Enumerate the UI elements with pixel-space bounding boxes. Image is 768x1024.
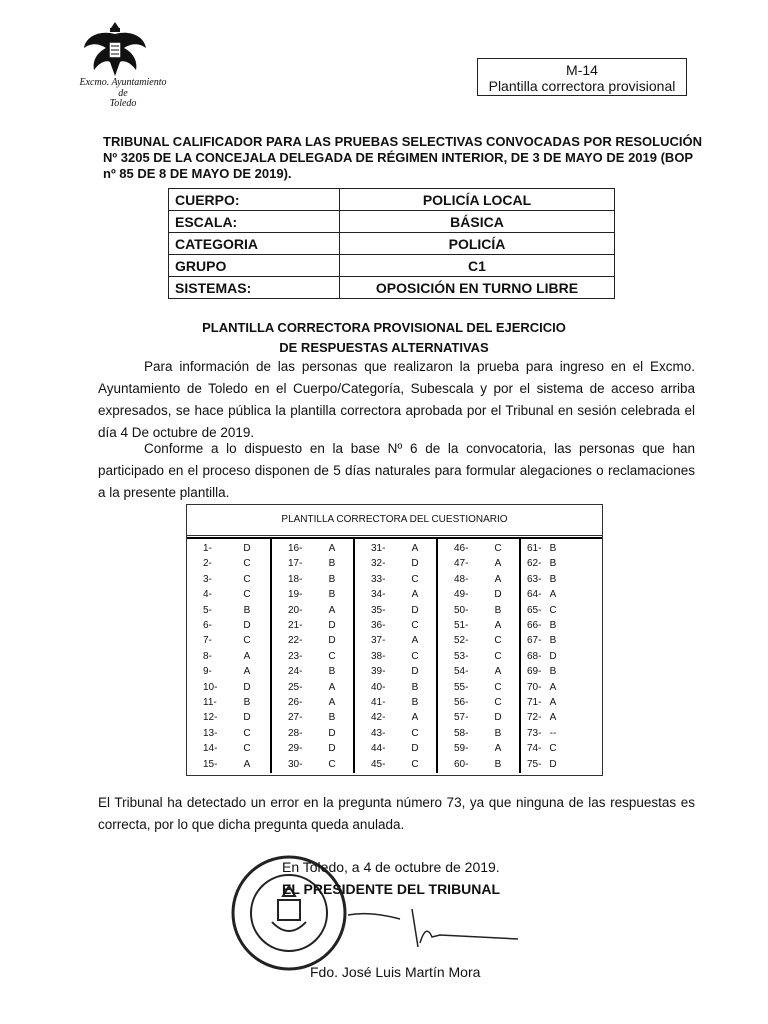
question-number: 58-: [454, 727, 469, 739]
answer-letter: A: [243, 666, 251, 678]
answer-row: [438, 649, 521, 664]
question-number: 1-: [203, 543, 212, 554]
answer-row: [438, 541, 521, 556]
answer-row: [521, 541, 604, 556]
section-heading: PLANTILLA CORRECTORA PROVISIONAL DEL EJERCICIO: [202, 320, 566, 335]
question-number: 19-: [288, 589, 303, 601]
question-number: 26-: [288, 697, 303, 708]
question-number: 4-: [203, 589, 212, 601]
question-number: 13-: [203, 727, 218, 739]
question-number: 45-: [371, 758, 386, 770]
answer-row: [438, 603, 521, 618]
answer-letter: A: [549, 697, 557, 708]
answer-row: [355, 649, 438, 664]
answer-row: [355, 633, 438, 648]
answers-table: [186, 504, 603, 776]
answer-row: [187, 603, 270, 618]
question-number: 49-: [454, 589, 469, 601]
signature-name: Fdo. José Luis Martín Mora: [310, 964, 481, 980]
answer-row: [272, 695, 355, 710]
document-title: TRIBUNAL CALIFICADOR PARA LAS PRUEBAS SELECTIVAS CONVOCADAS POR RESOLUCIÓN Nº 3205 DE LA CONCEJALA DELEGADA DE RÉGIMEN INTERIOR, DE 3 DE MAYO DE 2019 (BOP nº 85 DE 8 DE MAYO DE 2019).: [103, 134, 702, 181]
question-number: 47-: [454, 558, 469, 570]
answer-row: [355, 587, 438, 602]
answer-row: [272, 680, 355, 695]
answer-letter: D: [243, 712, 251, 724]
answer-letter: C: [549, 604, 557, 616]
info-row: [169, 233, 615, 255]
question-number: 14-: [203, 743, 218, 755]
answer-row: [521, 633, 604, 648]
intro-paragraph: Para información de las personas que realizaron la prueba para ingreso en el Excmo. Ayuntamiento de Toledo en el Cuerpo/Categoría, Subescala y por el sistema de acceso arriba expresados, se hace pública la plantilla correctora aprobada por el Tribunal en sesión celebrada el día 4 De octubre de 2019.: [98, 359, 695, 440]
answer-row: [438, 695, 521, 710]
answer-letter: B: [328, 573, 336, 585]
question-number: 33-: [371, 573, 386, 585]
answer-row: [355, 603, 438, 618]
answer-row: [521, 618, 604, 633]
answer-letter: D: [411, 558, 419, 570]
info-key: SISTEMAS:: [169, 277, 340, 299]
answer-letter: C: [243, 558, 251, 570]
answer-letter: A: [494, 620, 502, 631]
answer-letter: B: [549, 666, 557, 678]
answer-row: [521, 680, 604, 695]
answer-row: [272, 572, 355, 587]
question-number: 64-: [527, 589, 542, 601]
question-number: 60-: [454, 758, 469, 770]
answer-letter: B: [549, 573, 557, 585]
answer-letter: A: [549, 712, 557, 724]
signature-role: EL PRESIDENTE DEL TRIBUNAL: [282, 881, 501, 897]
question-number: 2-: [203, 558, 212, 570]
question-number: 35-: [371, 604, 386, 616]
answer-row: [187, 649, 270, 664]
info-key: ESCALA:: [169, 211, 340, 233]
question-number: 43-: [371, 727, 386, 739]
question-number: 74-: [527, 743, 542, 755]
answer-row: [187, 572, 270, 587]
question-number: 31-: [371, 543, 386, 554]
answer-letter: C: [494, 650, 502, 662]
question-number: 36-: [371, 620, 386, 631]
answer-letter: D: [243, 681, 251, 693]
answer-letter: D: [328, 620, 336, 631]
answer-row: [272, 664, 355, 679]
answer-row: [272, 603, 355, 618]
question-number: 51-: [454, 620, 469, 631]
question-number: 66-: [527, 620, 542, 631]
question-number: 38-: [371, 650, 386, 662]
answer-row: [355, 541, 438, 556]
answer-row: [272, 587, 355, 602]
answer-letter: --: [549, 727, 557, 739]
question-number: 3-: [203, 573, 212, 585]
question-number: 63-: [527, 573, 542, 585]
answer-letter: A: [243, 758, 251, 770]
answer-letter: D: [549, 758, 557, 770]
answer-letter: B: [328, 589, 336, 601]
answer-letter: B: [243, 697, 251, 708]
answer-letter: D: [328, 727, 336, 739]
answer-letter: A: [494, 743, 502, 755]
claims-paragraph: Conforme a lo dispuesto en la base Nº 6 de la convocatoria, las personas que han participado en el proceso disponen de 5 días naturales para formular alegaciones o reclamaciones a la presente plantilla.: [98, 441, 695, 500]
question-number: 69-: [527, 666, 542, 678]
answer-letter: D: [411, 743, 419, 755]
answer-row: [187, 757, 270, 772]
answer-row: [187, 633, 270, 648]
answer-letter: B: [549, 558, 557, 570]
answer-row: [272, 618, 355, 633]
answer-letter: D: [328, 743, 336, 755]
answer-letter: C: [494, 697, 502, 708]
answer-row: [187, 618, 270, 633]
answer-letter: C: [243, 727, 251, 739]
question-number: 39-: [371, 666, 386, 678]
question-number: 59-: [454, 743, 469, 755]
answer-row: [521, 572, 604, 587]
answer-letter: A: [243, 650, 251, 662]
question-number: 15-: [203, 758, 218, 770]
answer-row: [438, 757, 521, 772]
crest-caption-3: Toledo: [109, 98, 137, 109]
info-row: [169, 189, 615, 211]
answer-row: [272, 710, 355, 725]
answer-letter: C: [494, 635, 502, 647]
answer-row: [438, 664, 521, 679]
question-number: 30-: [288, 758, 303, 770]
question-number: 50-: [454, 604, 469, 616]
answer-letter: B: [328, 712, 336, 724]
answer-letter: A: [328, 543, 336, 554]
answer-letter: C: [243, 635, 251, 647]
question-number: 34-: [371, 589, 386, 601]
answer-letter: C: [243, 589, 251, 601]
answer-letter: B: [243, 604, 251, 616]
info-value: POLICÍA LOCAL: [340, 189, 615, 211]
answer-row: [355, 726, 438, 741]
answer-row: [187, 726, 270, 741]
answer-row: [272, 556, 355, 571]
answers-table-title: PLANTILLA CORRECTORA DEL CUESTIONARIO: [187, 505, 602, 536]
answer-letter: C: [243, 743, 251, 755]
answers-column: [187, 539, 270, 773]
question-number: 18-: [288, 573, 303, 585]
answer-letter: C: [243, 573, 251, 585]
info-value: C1: [340, 255, 615, 277]
question-number: 25-: [288, 681, 303, 693]
answer-letter: A: [328, 681, 336, 693]
question-number: 68-: [527, 650, 542, 662]
answer-letter: C: [494, 543, 502, 554]
question-number: 20-: [288, 604, 303, 616]
answers-grid: [187, 537, 602, 775]
answer-row: [521, 757, 604, 772]
answer-row: [187, 541, 270, 556]
answer-letter: C: [411, 573, 419, 585]
question-number: 8-: [203, 650, 212, 662]
answer-letter: B: [549, 635, 557, 647]
answer-row: [355, 572, 438, 587]
question-number: 21-: [288, 620, 303, 631]
question-number: 54-: [454, 666, 469, 678]
answer-letter: A: [549, 681, 557, 693]
answer-row: [521, 726, 604, 741]
handwritten-signature: [340, 905, 520, 955]
answer-row: [521, 603, 604, 618]
answer-letter: B: [494, 758, 502, 770]
answer-letter: A: [494, 558, 502, 570]
answer-letter: A: [549, 589, 557, 601]
answers-column: [270, 539, 355, 773]
city-crest-icon: [80, 18, 150, 80]
question-number: 12-: [203, 712, 218, 724]
answer-row: [187, 680, 270, 695]
answer-letter: A: [328, 697, 336, 708]
info-value: POLICÍA: [340, 233, 615, 255]
answer-row: [272, 757, 355, 772]
question-number: 56-: [454, 697, 469, 708]
question-number: 75-: [527, 758, 542, 770]
answer-row: [272, 649, 355, 664]
answer-letter: A: [411, 589, 419, 601]
answers-column: [353, 539, 438, 773]
answer-row: [355, 556, 438, 571]
question-number: 55-: [454, 681, 469, 693]
question-number: 71-: [527, 697, 542, 708]
answer-letter: B: [411, 697, 419, 708]
question-number: 46-: [454, 543, 469, 554]
answer-row: [272, 633, 355, 648]
question-number: 9-: [203, 666, 212, 678]
question-number: 73-: [527, 727, 542, 739]
question-number: 22-: [288, 635, 303, 647]
answer-row: [355, 680, 438, 695]
answer-letter: B: [549, 543, 557, 554]
question-number: 5-: [203, 604, 212, 616]
answer-letter: C: [328, 758, 336, 770]
question-number: 41-: [371, 697, 386, 708]
info-key: CUERPO:: [169, 189, 340, 211]
answer-letter: D: [549, 650, 557, 662]
answer-row: [438, 710, 521, 725]
info-key: GRUPO: [169, 255, 340, 277]
answer-letter: B: [328, 558, 336, 570]
answer-letter: A: [494, 573, 502, 585]
answer-row: [272, 726, 355, 741]
answer-letter: B: [328, 666, 336, 678]
answer-row: [521, 664, 604, 679]
answer-row: [521, 695, 604, 710]
question-number: 37-: [371, 635, 386, 647]
question-number: 27-: [288, 712, 303, 724]
info-value: OPOSICIÓN EN TURNO LIBRE: [340, 277, 615, 299]
answer-letter: D: [411, 666, 419, 678]
question-number: 65-: [527, 604, 542, 616]
answer-letter: A: [411, 635, 419, 647]
question-number: 17-: [288, 558, 303, 570]
section-heading: DE RESPUESTAS ALTERNATIVAS: [279, 340, 489, 355]
question-number: 10-: [203, 681, 218, 693]
question-number: 11-: [203, 697, 217, 708]
answer-row: [438, 680, 521, 695]
question-number: 23-: [288, 650, 303, 662]
answer-letter: C: [494, 681, 502, 693]
crest-caption-1: Excmo. Ayuntamiento: [79, 77, 167, 88]
answer-letter: C: [328, 650, 336, 662]
document-code-subtitle: Plantilla correctora provisional: [488, 78, 676, 94]
question-number: 42-: [371, 712, 386, 724]
info-row: [169, 277, 615, 299]
answer-letter: C: [411, 620, 419, 631]
question-number: 24-: [288, 666, 303, 678]
question-number: 61-: [527, 543, 542, 554]
answer-letter: B: [494, 604, 502, 616]
answer-row: [521, 587, 604, 602]
answer-row: [187, 710, 270, 725]
signature-place-date: En Toledo, a 4 de octubre de 2019.: [282, 859, 500, 875]
answer-letter: D: [411, 604, 419, 616]
answer-letter: A: [411, 543, 419, 554]
answer-row: [355, 664, 438, 679]
answer-row: [355, 741, 438, 756]
answer-row: [355, 757, 438, 772]
answer-letter: D: [243, 620, 251, 631]
question-number: 57-: [454, 712, 469, 724]
question-number: 32-: [371, 558, 386, 570]
answer-letter: D: [494, 589, 502, 601]
answer-letter: C: [411, 758, 419, 770]
document-code-box: [477, 58, 687, 96]
info-key: CATEGORIA: [169, 233, 340, 255]
answer-row: [438, 556, 521, 571]
question-number: 44-: [371, 743, 386, 755]
info-table: [168, 188, 615, 299]
crest-caption-2: de: [118, 88, 128, 99]
answer-row: [272, 741, 355, 756]
answer-row: [187, 556, 270, 571]
answer-row: [355, 710, 438, 725]
answer-letter: D: [243, 543, 251, 554]
question-number: 7-: [203, 635, 212, 647]
answer-row: [438, 633, 521, 648]
question-number: 53-: [454, 650, 469, 662]
question-number: 48-: [454, 573, 469, 585]
question-number: 40-: [371, 681, 386, 693]
answer-row: [438, 726, 521, 741]
answer-row: [355, 695, 438, 710]
answers-column: [519, 539, 604, 773]
answer-row: [187, 587, 270, 602]
answer-letter: D: [494, 712, 502, 724]
answer-letter: C: [411, 727, 419, 739]
answer-letter: A: [328, 604, 336, 616]
question-number: 52-: [454, 635, 469, 647]
answer-row: [438, 572, 521, 587]
answers-column: [436, 539, 521, 773]
question-number: 67-: [527, 635, 542, 647]
info-row: [169, 255, 615, 277]
question-number: 72-: [527, 712, 542, 724]
info-value: BÁSICA: [340, 211, 615, 233]
answer-row: [187, 664, 270, 679]
question-number: 28-: [288, 727, 303, 739]
question-number: 6-: [203, 620, 212, 631]
answer-row: [521, 556, 604, 571]
answer-row: [521, 649, 604, 664]
answer-row: [438, 618, 521, 633]
question-number: 16-: [288, 543, 303, 554]
answer-row: [355, 618, 438, 633]
answer-letter: A: [494, 666, 502, 678]
answer-letter: A: [411, 712, 419, 724]
answer-letter: C: [549, 743, 557, 755]
answer-row: [272, 541, 355, 556]
question-number: 29-: [288, 743, 303, 755]
answer-letter: B: [411, 681, 419, 693]
answer-row: [438, 741, 521, 756]
info-row: [169, 211, 615, 233]
answer-letter: C: [411, 650, 419, 662]
question-number: 62-: [527, 558, 542, 570]
answer-row: [187, 741, 270, 756]
question-number: 70-: [527, 681, 542, 693]
answer-letter: D: [328, 635, 336, 647]
answer-letter: B: [549, 620, 557, 631]
error-note: El Tribunal ha detectado un error en la pregunta número 73, ya que ninguna de las respuestas es correcta, por lo que dicha pregunta queda anulada.: [98, 795, 695, 832]
answer-letter: B: [494, 727, 502, 739]
answer-row: [521, 741, 604, 756]
answer-row: [438, 587, 521, 602]
answer-row: [521, 710, 604, 725]
answer-row: [187, 695, 270, 710]
document-code: M-14: [566, 62, 598, 78]
